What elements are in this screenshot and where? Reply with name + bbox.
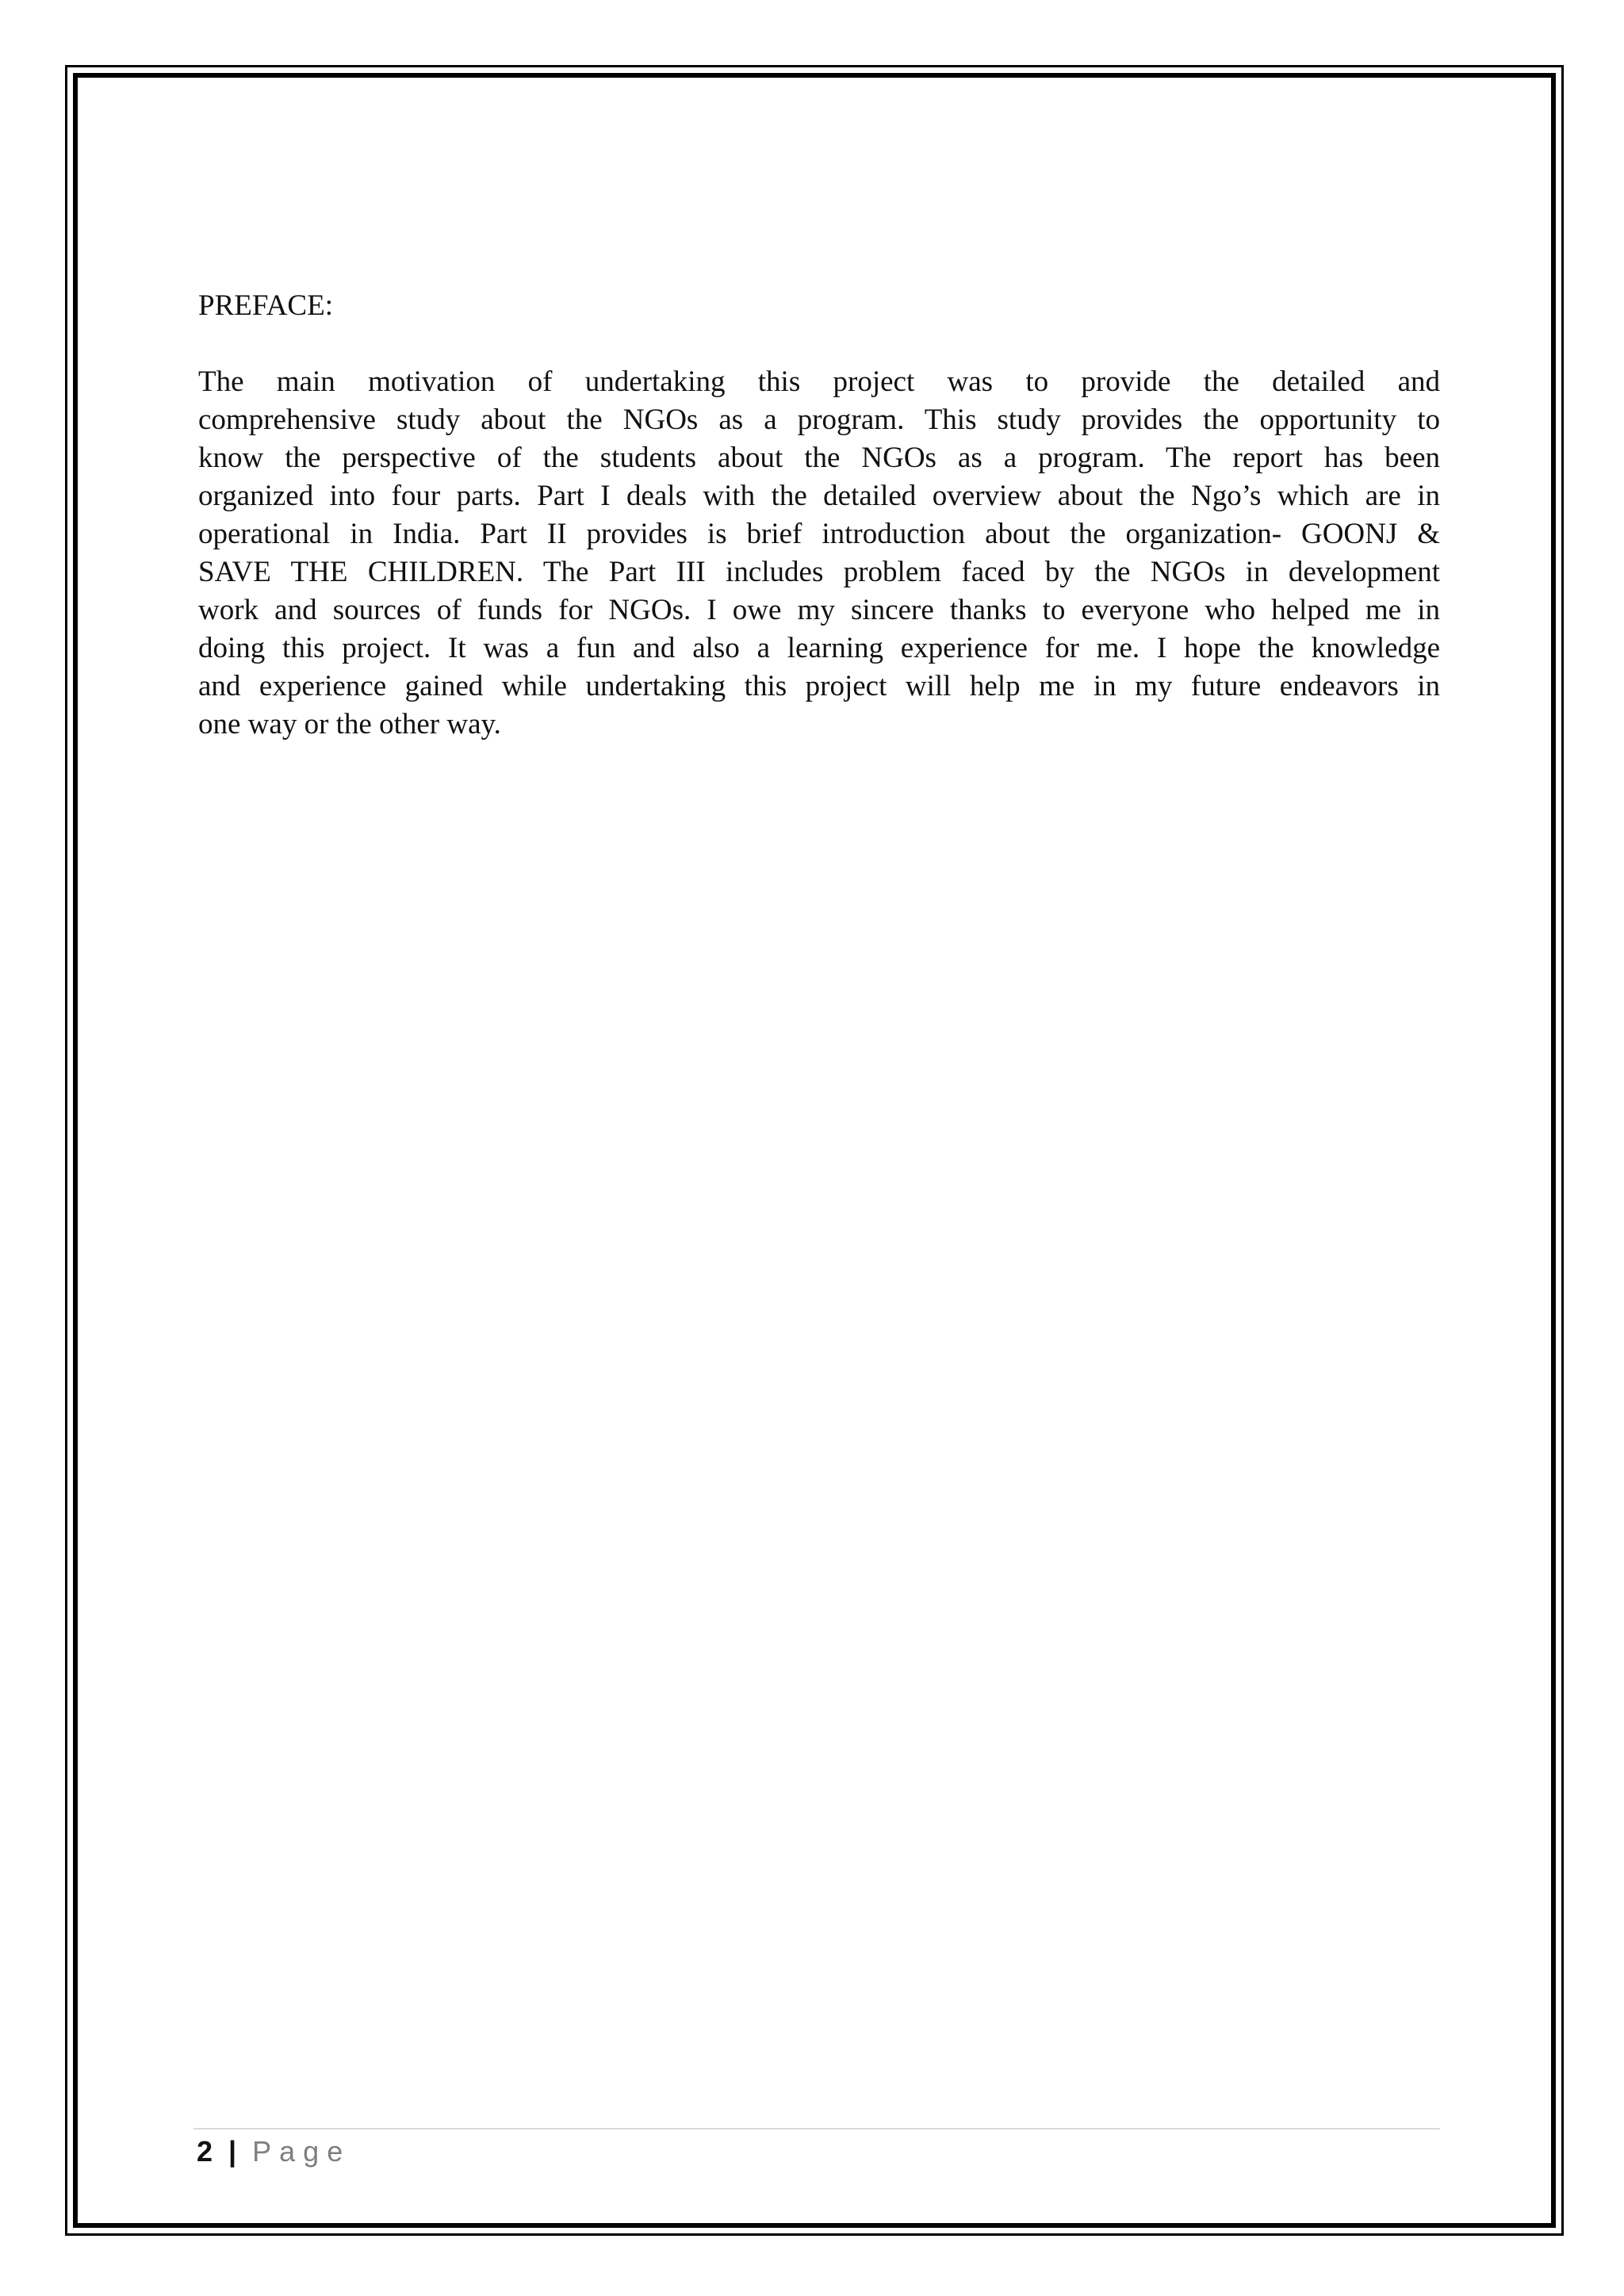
page-footer xyxy=(197,2133,350,2171)
paragraph-line: work and sources of funds for NGOs. I owe my sincere thanks to everyone who helped me in xyxy=(198,594,1440,626)
paragraph-line: doing this project. It was a fun and also a learning experience for me. I hope the knowledge xyxy=(198,632,1440,664)
paragraph-line: operational in India. Part II provides is brief introduction about the organization- GOONJ & xyxy=(198,518,1440,550)
paragraph-line: and experience gained while undertaking this project will help me in my future endeavors in xyxy=(198,670,1440,702)
paragraph-line: organized into four parts. Part I deals with the detailed overview about the Ngo’s which are in xyxy=(198,480,1440,512)
page-label: Page xyxy=(252,2135,351,2168)
paragraph-line: comprehensive study about the NGOs as a program. This study provides the opportunity to xyxy=(198,404,1440,436)
preface-heading: PREFACE: xyxy=(198,289,333,322)
paragraph-line: one way or the other way. xyxy=(198,708,501,740)
footer-separator: | xyxy=(228,2135,237,2168)
paragraph-line: know the perspective of the students about the NGOs as a program. The report has been xyxy=(198,442,1440,474)
page-number: 2 xyxy=(197,2135,213,2168)
preface-paragraph xyxy=(198,363,1440,744)
paragraph-line: SAVE THE CHILDREN. The Part III includes problem faced by the NGOs in development xyxy=(198,556,1440,588)
document-body xyxy=(198,287,1440,744)
paragraph-line: The main motivation of undertaking this project was to provide the detailed and xyxy=(198,365,1440,398)
footer-rule xyxy=(193,2128,1440,2130)
